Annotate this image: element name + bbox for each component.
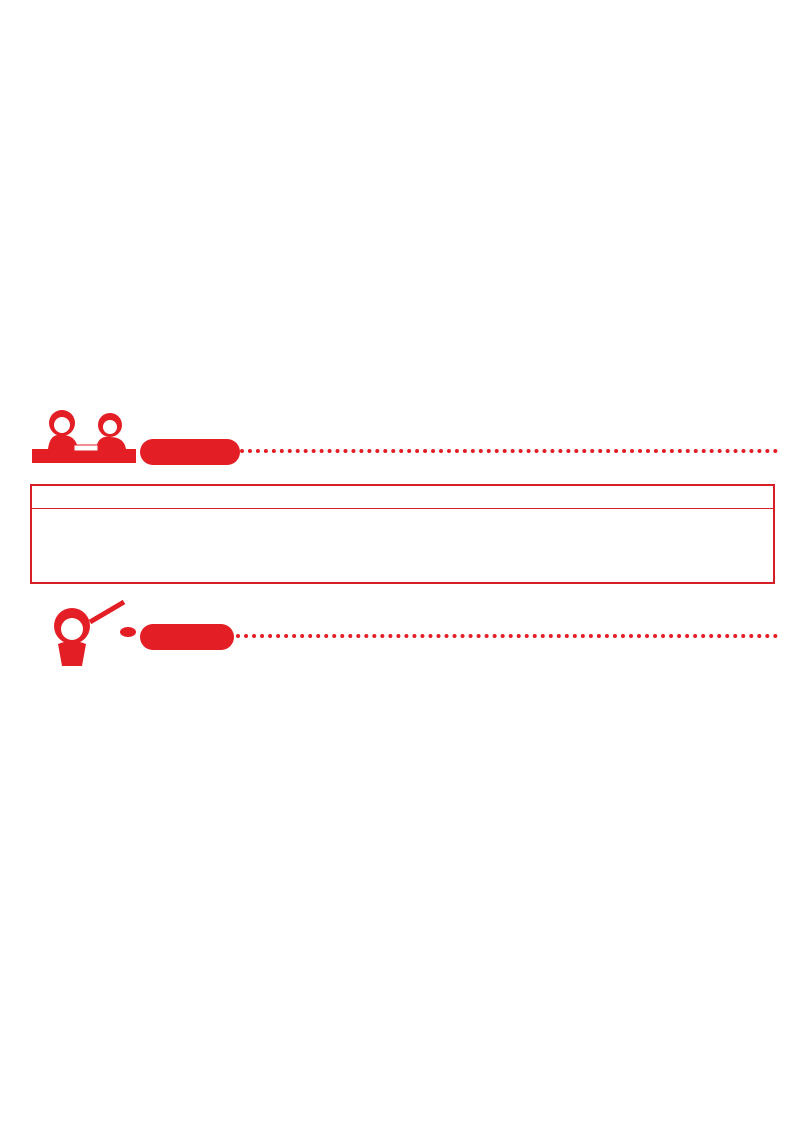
write-banner <box>140 624 234 650</box>
dotted-divider-2 <box>236 634 778 638</box>
recognize-grid <box>30 484 775 584</box>
child-writing-illustration <box>32 596 142 668</box>
pinyin-row <box>32 486 773 509</box>
lesson-title <box>0 312 800 337</box>
hanzi-row <box>32 508 773 582</box>
recognize-banner <box>140 439 240 465</box>
children-reading-illustration <box>30 405 140 467</box>
dotted-divider <box>240 449 778 453</box>
